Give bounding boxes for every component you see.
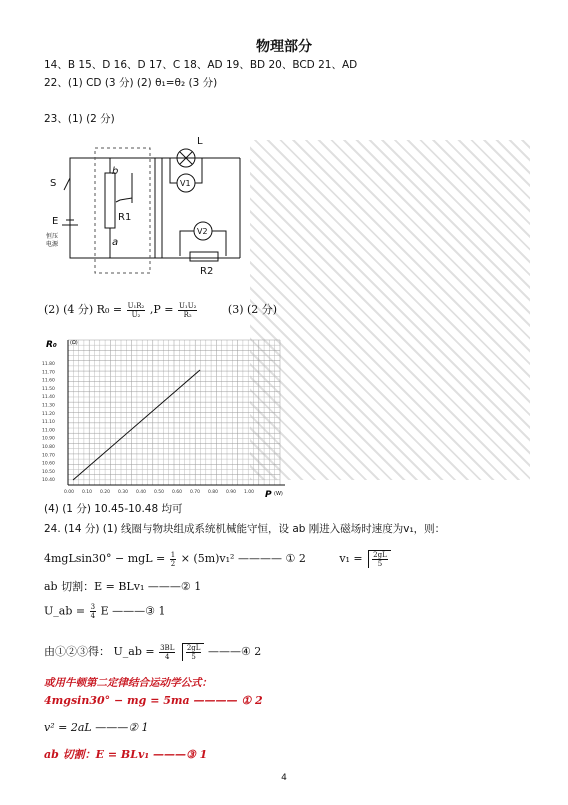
q23-part2: (2) (4 分) R₀ = $\frac{\text{U₁R₂}}{\text{U₂}}$ ,P = $\frac{\text{U₁U₂}}{\text{R₂}}$ (3) (2 分): [44, 301, 278, 319]
x-tick-label: 0.40: [136, 490, 147, 495]
x-tick-label: 0.20: [100, 490, 111, 495]
y-tick-label: 10.80: [42, 445, 55, 450]
label-v2: V2: [197, 227, 208, 236]
watermark: [250, 140, 530, 480]
equation-1: 4mgLsin30° − mgL = $\frac{1}{2}$ × (5m)v₁² ———— ① 2 v₁ = $\frac{2gL}{5}$: [44, 550, 391, 568]
label-battery-2: 电源: [46, 241, 59, 248]
alt-equation-1: 4mgsin30° − mg = 5ma ———— ① 2: [44, 694, 263, 707]
y-tick-label: 11.70: [42, 370, 55, 376]
y-tick-label: 11.40: [42, 395, 55, 401]
label-r2: R2: [200, 266, 214, 277]
graph-xlabel: P: [265, 490, 272, 500]
r0-vs-p-graph: [40, 335, 290, 505]
label-l: L: [197, 136, 203, 147]
y-tick-label: 11.50: [42, 386, 55, 392]
equation-4: 由①②③得： U_ab = $\frac{3BL}{4}$ $\frac{2gL}{5}$ ———④ 2: [44, 643, 262, 661]
label-v1: V1: [180, 179, 191, 188]
alt-method-header: 或用牛顿第二定律结合运动学公式：: [44, 677, 212, 689]
y-tick-label: 11.60: [42, 378, 55, 384]
equation-2: ab 切割：E = BLv₁ ———② 1: [44, 580, 202, 593]
label-s: S: [50, 178, 57, 189]
label-r1: R1: [118, 212, 132, 223]
q23-part4: (4) (1 分) 10.45-10.48 均可: [44, 503, 183, 515]
resistor-r2: [190, 252, 218, 261]
equation-3: U_ab = $\frac{3}{4}$ E ———③ 1: [44, 603, 166, 620]
y-tick-label: 11.30: [42, 403, 55, 409]
label-battery-1: 恒压: [46, 233, 59, 240]
graph-yunit: (Ω): [70, 340, 78, 346]
switch-s: [64, 178, 70, 190]
x-tick-label: 0.60: [172, 490, 183, 495]
y-tick-label: 11.00: [42, 428, 55, 434]
y-tick-label: 10.50: [42, 469, 55, 475]
x-tick-label: 0.30: [118, 490, 129, 495]
x-tick-label: 0.00: [64, 490, 75, 495]
answers-line-1: 14、B 15、D 16、D 17、C 18、AD 19、BD 20、BCD 21、AD: [44, 59, 358, 71]
y-tick-label: 10.90: [42, 436, 55, 442]
y-tick-label: 11.20: [42, 411, 55, 417]
x-tick-label: 0.70: [190, 490, 201, 495]
page-title: 物理部分: [256, 39, 312, 55]
y-tick-label: 10.70: [42, 453, 55, 459]
page-number: 4: [281, 773, 287, 783]
label-a: a: [112, 237, 119, 248]
rheostat-r1: [105, 173, 115, 228]
y-tick-label: 10.60: [42, 461, 55, 467]
y-tick-label: 10.40: [42, 478, 55, 484]
circuit-diagram: [40, 128, 260, 278]
x-tick-label: 1.00: [244, 490, 255, 495]
alt-equation-2: ab 切割：E = BLv₁ ———③ 1: [44, 748, 208, 761]
label-e: E: [52, 216, 59, 227]
x-tick-label: 0.90: [226, 490, 237, 495]
q23-header: 23、(1) (2 分): [44, 113, 115, 125]
x-tick-label: 0.10: [82, 490, 93, 495]
x-tick-label: 0.50: [154, 490, 165, 495]
equation-5: v² = 2aL ———② 1: [44, 721, 149, 734]
graph-xunit: (W): [274, 491, 283, 497]
answers-line-2: 22、(1) CD (3 分) (2) θ₁=θ₂ (3 分): [44, 77, 218, 89]
y-tick-label: 11.10: [42, 420, 55, 426]
x-tick-label: 0.80: [208, 490, 219, 495]
y-tick-label: 11.80: [42, 362, 55, 367]
q24-intro: 24. (14 分) (1) 线圈与物块组成系统机械能守恒，设 ab 刚进入磁场时速度为v₁，则：: [44, 523, 446, 535]
graph-ylabel: R₀: [46, 340, 57, 350]
label-b: b: [112, 166, 119, 177]
